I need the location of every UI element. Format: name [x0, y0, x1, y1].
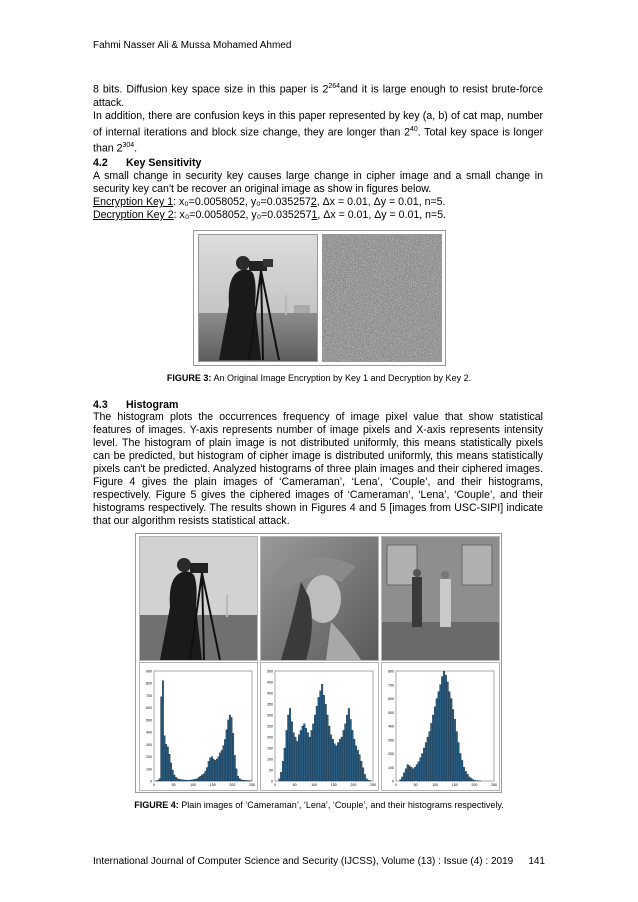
histogram-bar: [195, 779, 197, 781]
decryption-key-last-digit: 1: [311, 209, 318, 221]
cameraman-histogram-panel: [139, 662, 258, 791]
encryption-key-last-digit: 2: [310, 196, 317, 208]
histogram-bar: [239, 779, 241, 781]
histogram-paragraph: The histogram plots the occurrences frequency of image pixel value that show statistical features of images. Y-axis represents number of image pixels and X-axis represents intensity level. The histogram of plain image is not distributed uniformly, this means statistically pixels can be predicted, but histogram of cipher image is distributed uniformly, this means statistically pixels can't be predicted. Analyzed histograms of three plain images and their ciphered images. Figure 4 gives the plain images of ‘Cameraman’, ‘Lena’, ‘Couple’, and their histograms, respectively. Figure 5 gives the ciphered images of ‘Cameraman’, ‘Lena’, ‘Couple’, and their histograms respectively. The results shown in Figures 4 and 5 [images from USC-SIPI] indicate that our algorithm resists statistical attack.: [93, 411, 543, 527]
histogram-bar: [353, 739, 355, 781]
histogram-bar: [165, 744, 167, 781]
histogram-bar: [185, 780, 187, 781]
histogram-bar: [296, 741, 298, 781]
cameraman-plain-image: [139, 536, 258, 661]
y-tick-label: 100: [146, 767, 152, 772]
histogram-bar: [190, 780, 192, 781]
histogram-bar: [321, 684, 323, 781]
intro-text-1: 8 bits. Diffusion key space size in this paper is: [93, 83, 323, 96]
histogram-bar: [469, 777, 471, 781]
histogram-bar: [328, 726, 330, 781]
histogram-bar: [226, 730, 228, 781]
x-tick-label: 250: [370, 783, 376, 787]
histogram-bar: [350, 719, 352, 781]
figure-3-label: FIGURE 3:: [166, 373, 212, 383]
histogram-bar: [219, 753, 221, 781]
histogram-bar: [411, 767, 413, 781]
histogram-bar: [192, 780, 194, 781]
y-tick-label: 200: [267, 735, 273, 740]
histogram-bar: [334, 744, 336, 781]
math-exponent: 264: [328, 83, 341, 90]
histogram-bar: [403, 773, 405, 781]
histogram-bar: [305, 728, 307, 781]
y-tick-label: 600: [146, 706, 152, 711]
histogram-bar: [440, 685, 442, 781]
x-tick-label: 100: [190, 783, 197, 787]
cameraman-decrypted-noise-image: [322, 234, 442, 362]
math-base: 2: [404, 126, 410, 139]
histogram-bar: [280, 772, 282, 781]
histogram-bar: [236, 769, 238, 781]
histogram-bar: [179, 779, 181, 781]
x-tick-label: 0: [153, 783, 155, 787]
x-tick-label: 100: [311, 783, 318, 787]
histogram-bar: [405, 769, 407, 781]
histogram-bar: [175, 777, 177, 781]
histogram-bar: [407, 765, 409, 782]
histogram-bar: [438, 692, 440, 781]
histogram-bar: [183, 780, 185, 781]
x-tick-label: 200: [350, 783, 357, 787]
y-tick-label: 400: [388, 724, 394, 729]
histogram-bar: [188, 780, 190, 781]
figure-4-frame: [135, 533, 502, 793]
histogram-bar: [174, 775, 176, 781]
page-footer: [93, 856, 545, 867]
x-tick-label: 200: [229, 783, 236, 787]
histogram-bar: [223, 746, 225, 781]
histogram-bar: [357, 750, 359, 781]
y-tick-label: 200: [146, 755, 152, 760]
histogram-bar: [232, 733, 234, 781]
histogram-bar: [452, 710, 454, 782]
histogram-bar: [182, 780, 184, 781]
running-header: Fahmi Nasser Ali & Mussa Mohamed Ahmed: [93, 40, 292, 51]
y-tick-label: 700: [388, 683, 394, 688]
y-tick-label: 200: [388, 752, 394, 756]
histogram-bar: [418, 762, 420, 781]
x-tick-label: 250: [491, 783, 497, 787]
histogram-bar: [348, 708, 350, 781]
histogram-bar: [237, 776, 239, 781]
histogram-bar: [159, 779, 161, 781]
y-tick-label: 800: [146, 681, 152, 686]
y-tick-label: 500: [146, 718, 152, 723]
x-tick-label: 200: [471, 783, 478, 787]
cameraman-photo: [199, 235, 317, 361]
y-tick-label: 300: [388, 738, 394, 743]
histogram-bar: [432, 715, 434, 781]
x-tick-label: 100: [432, 783, 439, 787]
histogram-bar: [366, 779, 368, 781]
histogram-bar: [291, 722, 293, 781]
histogram-bar: [450, 699, 452, 782]
math-exponent: 304: [122, 142, 135, 150]
histogram-bar: [314, 715, 316, 781]
y-tick-label: 900: [146, 669, 152, 674]
y-tick-label: 0: [392, 779, 394, 784]
y-tick-label: 450: [267, 680, 273, 685]
histogram-bar: [213, 759, 215, 781]
couple-photo: [382, 537, 499, 660]
histogram-bar: [362, 768, 364, 781]
histogram-bar: [206, 768, 208, 781]
histogram-bar: [454, 719, 456, 781]
key-sensitivity-text: A small change in security key causes large change in cipher image and a small change in security key can't be recover an original image as show in figures below.: [93, 170, 543, 195]
histogram-bar: [327, 715, 329, 781]
histogram-bar: [463, 767, 465, 781]
histogram-bar: [344, 724, 346, 781]
decryption-key-deltas: , Δx = 0.01, Δy = 0.01, n=5.: [317, 209, 447, 221]
histogram-bar: [346, 715, 348, 781]
intro-text-2: and it is large enough to resist brute-force attack.: [93, 83, 543, 109]
y-tick-label: 600: [388, 697, 394, 701]
histogram-bar: [332, 739, 334, 781]
histogram-bar: [359, 755, 361, 781]
y-tick-label: 300: [146, 742, 152, 747]
histogram-bar: [193, 780, 195, 781]
histogram-bar: [427, 737, 429, 781]
figure-4-caption-text: Plain images of ‘Cameraman’, ‘Lena’, ‘Couple’, and their histograms respectively.: [178, 800, 504, 810]
figure-4-label: FIGURE 4:: [134, 800, 179, 810]
histogram-bar: [355, 746, 357, 781]
decryption-key-label: Decryption Key 2: [93, 209, 174, 221]
histogram-bar: [423, 748, 425, 781]
histogram-bar: [429, 732, 431, 782]
lena-plain-image: [260, 536, 379, 661]
histogram-bar: [368, 780, 370, 781]
x-tick-label: 150: [209, 783, 216, 787]
x-tick-label: 50: [292, 783, 297, 787]
histogram-bar: [456, 732, 458, 782]
histogram-bar: [425, 743, 427, 782]
histogram-bar: [300, 730, 302, 781]
histogram-bar: [361, 761, 363, 781]
histogram-bar: [312, 724, 314, 781]
histogram-bar: [311, 730, 313, 781]
histogram-bar: [343, 730, 345, 781]
histogram-bar: [412, 769, 414, 781]
x-tick-label: 150: [451, 783, 458, 787]
math-exponent: 40: [409, 125, 418, 133]
histogram-bar: [162, 681, 164, 781]
math-base: 2: [322, 83, 329, 96]
histogram-bar: [216, 759, 218, 781]
histogram-bar: [187, 780, 189, 781]
y-tick-label: 100: [388, 765, 394, 770]
histogram-bar: [474, 780, 476, 781]
histogram-bar: [208, 761, 210, 781]
y-tick-label: 50: [269, 768, 273, 773]
histogram-bar: [172, 770, 174, 781]
histogram-bar: [325, 704, 327, 781]
y-tick-label: 250: [267, 724, 273, 729]
section-title: Key Sensitivity: [126, 157, 202, 169]
histogram-bar: [201, 775, 203, 781]
histogram-bar: [295, 737, 297, 781]
histogram-bar: [228, 720, 230, 781]
histogram-bar: [161, 697, 163, 781]
histogram-bar: [244, 780, 246, 781]
x-tick-label: 250: [249, 783, 255, 787]
histogram-bar: [323, 695, 325, 781]
encryption-key-label: Encryption Key 1: [93, 196, 174, 208]
y-tick-label: 700: [146, 693, 152, 698]
histogram-bar: [447, 682, 449, 781]
couple-plain-image: [381, 536, 500, 661]
histogram-bar: [420, 758, 422, 781]
histogram-bar: [302, 726, 304, 781]
key-sensitivity-paragraph: [93, 170, 543, 222]
histogram-bar: [364, 774, 366, 781]
histogram-bar: [436, 699, 438, 782]
y-tick-label: 0: [271, 779, 273, 784]
intro-text-3: In addition, there are confusion keys in this paper represented by key (a, b) of cat map, number of internal iterations and block size change, they are longer than: [93, 109, 543, 139]
figure-3-caption: [0, 373, 638, 383]
histogram-bar: [449, 692, 451, 781]
histogram-bar: [339, 739, 341, 781]
histogram-bar: [177, 779, 179, 781]
histogram-bar: [218, 757, 220, 781]
figure-4-caption: [0, 800, 638, 810]
lena-photo: [261, 537, 378, 660]
histogram-bar: [229, 715, 231, 781]
histogram-bar: [200, 776, 202, 781]
histogram-bar: [472, 780, 474, 781]
intro-text-5: .: [134, 142, 138, 155]
histogram-bar: [441, 677, 443, 782]
cameraman-photo: [140, 537, 257, 660]
y-tick-label: 800: [388, 669, 394, 674]
cameraman-histogram: [140, 663, 257, 790]
encryption-key-values: : x₀=0.0058052, y₀=0.035257: [173, 196, 311, 208]
histogram-bar: [279, 779, 281, 781]
histogram-bar: [289, 708, 291, 781]
histogram-bar: [336, 746, 338, 781]
histogram-bar: [196, 779, 198, 781]
lena-histogram: [261, 663, 378, 790]
histogram-bar: [341, 737, 343, 781]
y-tick-label: 400: [146, 730, 152, 735]
histogram-bar: [157, 780, 159, 781]
histogram-bar: [164, 736, 166, 781]
x-tick-label: 50: [413, 783, 418, 787]
y-tick-label: 500: [267, 669, 273, 674]
histogram-bar: [286, 730, 288, 781]
histogram-bar: [214, 760, 216, 781]
section-heading-4-2: [93, 157, 201, 169]
histogram-bar: [465, 771, 467, 781]
histogram-bar: [330, 735, 332, 781]
histogram-bar: [470, 778, 472, 781]
histogram-bar: [400, 780, 402, 781]
histogram-bar: [307, 733, 309, 781]
histogram-bar: [409, 766, 411, 781]
histogram-bar: [287, 715, 289, 781]
histogram-bar: [198, 777, 200, 781]
histogram-bar: [416, 765, 418, 782]
histogram-bar: [224, 739, 226, 781]
histogram-bar: [245, 780, 247, 781]
encryption-key-deltas: , Δx = 0.01, Δy = 0.01, n=5.: [316, 196, 446, 208]
intro-text-4: . Total key space is longer than: [93, 126, 543, 155]
histogram-bar: [421, 754, 423, 782]
y-tick-label: 0: [150, 779, 152, 784]
y-tick-label: 400: [267, 691, 273, 696]
intro-paragraph: [93, 80, 543, 156]
cameraman-original-image: [198, 234, 318, 362]
histogram-bar: [282, 761, 284, 781]
histogram-bar: [320, 691, 322, 781]
histogram-bar: [445, 675, 447, 781]
histogram-bar: [284, 748, 286, 781]
histogram-bar: [401, 777, 403, 781]
histogram-bar: [337, 743, 339, 782]
histogram-bar: [211, 757, 213, 781]
histogram-bar: [210, 758, 212, 781]
histogram-bar: [434, 707, 436, 781]
histogram-bar: [430, 723, 432, 781]
histogram-bar: [169, 754, 171, 781]
histogram-bar: [203, 774, 205, 781]
figure-3-frame: [193, 230, 446, 366]
histogram-bar: [309, 737, 311, 781]
section-heading-4-3: [93, 399, 178, 411]
couple-histogram: [382, 663, 499, 790]
histogram-bar: [167, 747, 169, 781]
page-number: 141: [528, 856, 545, 867]
histogram-bar: [205, 771, 207, 781]
noise-pattern: [323, 235, 441, 361]
figure-3-caption-text: An Original Image Encryption by Key 1 and Decryption by Key 2.: [211, 373, 472, 383]
y-tick-label: 350: [267, 702, 273, 707]
y-tick-label: 150: [267, 746, 273, 751]
section-title: Histogram: [126, 399, 179, 411]
journal-citation: International Journal of Computer Science and Security (IJCSS), Volume (13) : Issue (4) : 2019: [93, 856, 514, 867]
histogram-bar: [458, 743, 460, 782]
histogram-bar: [234, 755, 236, 781]
histogram-bar: [316, 706, 318, 781]
histogram-bar: [467, 774, 469, 781]
histogram-bar: [460, 754, 462, 782]
histogram-bar: [221, 750, 223, 781]
couple-histogram-panel: [381, 662, 500, 791]
decryption-key-values: : x₀=0.0058052, y₀=0.035257: [173, 209, 312, 221]
histogram-bar: [443, 671, 445, 781]
histogram-bar: [231, 717, 233, 781]
x-tick-label: 0: [274, 783, 276, 787]
y-tick-label: 500: [388, 710, 394, 715]
histogram-bar: [180, 780, 182, 781]
section-number: 4.3: [93, 399, 108, 411]
x-tick-label: 150: [330, 783, 337, 787]
histogram-bar: [414, 767, 416, 781]
histogram-bar: [170, 763, 172, 781]
histogram-bar: [304, 724, 306, 781]
y-tick-label: 300: [267, 713, 273, 718]
histogram-bar: [293, 733, 295, 781]
histogram-bar: [298, 735, 300, 781]
math-base: 2: [116, 142, 123, 155]
histogram-bar: [242, 780, 244, 781]
histogram-bar: [461, 760, 463, 781]
lena-histogram-panel: [260, 662, 379, 791]
x-tick-label: 0: [395, 783, 397, 787]
histogram-bar: [318, 697, 320, 781]
histogram-bar: [352, 730, 354, 781]
section-number: 4.2: [93, 157, 108, 169]
histogram-bar: [241, 780, 243, 781]
y-tick-label: 100: [267, 757, 273, 762]
x-tick-label: 50: [171, 783, 176, 787]
